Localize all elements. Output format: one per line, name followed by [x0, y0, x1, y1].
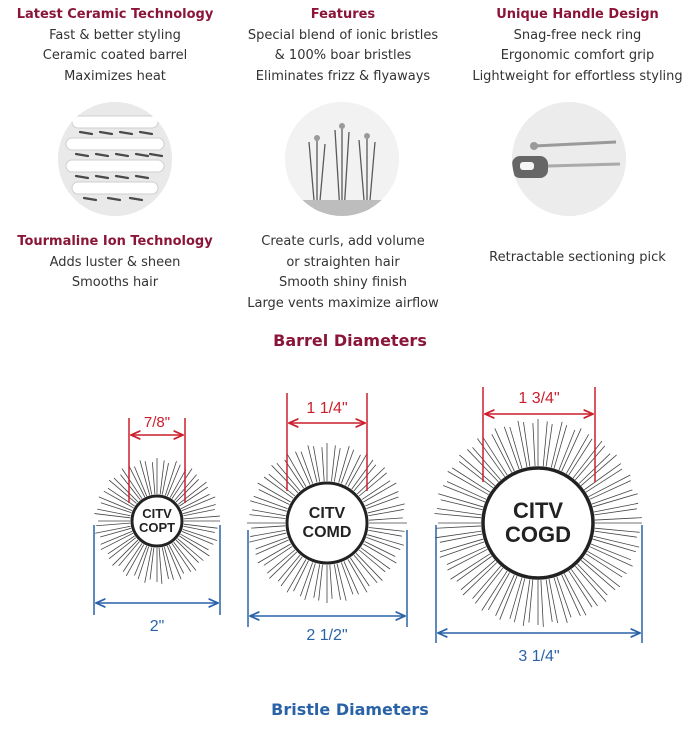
bristle-line: [368, 504, 405, 513]
bristle-line: [101, 531, 132, 544]
bristle-line: [334, 448, 340, 481]
bristle-line: [437, 508, 482, 514]
bristle-line: [249, 533, 286, 542]
bristle-line: [334, 564, 340, 599]
model-label: CITV: [142, 506, 172, 521]
barrel-size-label: 1 3/4": [518, 390, 560, 407]
model-label: CITV: [512, 498, 564, 523]
brush-comd: [247, 393, 407, 644]
brush-cogd: [434, 387, 642, 665]
bristle-line: [546, 579, 552, 622]
bristle-line: [313, 446, 319, 481]
barrel-size-label: 7/8": [143, 414, 171, 431]
bristle-size-label: 2": [149, 618, 165, 635]
bristle-line: [249, 515, 285, 519]
bristle-line: [129, 467, 144, 497]
feature-line: Ergonomic comfort grip: [500, 48, 655, 63]
bristle-line: [167, 546, 181, 579]
bristle-line: [357, 468, 384, 494]
barrel-circle: [287, 483, 367, 563]
feature-bristles: [228, 5, 458, 87]
brush-copt: [94, 414, 220, 635]
feature-line: Adds luster & sheen: [49, 254, 181, 270]
feature-heading: Features: [310, 7, 376, 22]
bristle-diameters-title: Bristle Diameters: [271, 700, 429, 719]
bristle-line: [543, 421, 547, 466]
bristle-line: [457, 556, 492, 581]
bristle-line: [258, 544, 291, 563]
bristle-blend-photo: [285, 102, 399, 216]
feature-heading: Latest Ceramic Technology: [16, 7, 214, 22]
bristle-line: [541, 580, 543, 627]
bristle-line: [559, 430, 575, 470]
bristle-line: [369, 518, 403, 520]
bristle-line: [595, 518, 642, 520]
bristle-line: [564, 574, 586, 616]
diameter-diagram: [0, 365, 700, 695]
bristle-line: [159, 548, 162, 584]
bristle-line: [322, 447, 324, 481]
feature-line: Smooth shiny finish: [278, 275, 408, 290]
feature-ceramic: [0, 5, 230, 87]
model-label: COGD: [505, 522, 571, 547]
bristle-line: [96, 523, 130, 526]
bristle-line: [562, 575, 581, 616]
bristle-line: [500, 576, 517, 620]
feature-heading: Unique Handle Design: [496, 7, 659, 22]
bristle-line: [134, 466, 146, 496]
bristle-line: [319, 565, 323, 601]
bristle-line: [368, 530, 401, 536]
bristle-line: [250, 530, 285, 536]
bristle-line: [533, 423, 535, 466]
bristle-line: [308, 445, 317, 482]
feature-line: Fast & better styling: [49, 27, 181, 43]
ceramic-barrel-photo: [58, 102, 172, 216]
bristle-line: [595, 528, 640, 532]
model-label: COMD: [302, 524, 352, 541]
bristle-line: [435, 531, 482, 538]
bristle-line: [182, 497, 215, 511]
bristle-line: [184, 516, 220, 519]
bristle-line: [269, 552, 296, 578]
bristle-line: [287, 454, 306, 487]
feature-line: Special blend of ionic bristles: [247, 27, 439, 43]
feature-line: Ceramic coated barrel: [42, 48, 188, 63]
bristle-line: [569, 439, 592, 475]
bristle-line: [169, 545, 184, 574]
bristle-line: [590, 481, 631, 500]
feature-line: Create curls, add volume: [261, 234, 425, 249]
bristle-line: [586, 554, 622, 577]
bristle-line: [369, 527, 405, 531]
barrel-size-label: 1 1/4": [306, 400, 348, 417]
bristle-line: [337, 564, 346, 601]
feature-line: Large vents maximize airflow: [247, 295, 439, 311]
bristle-line: [363, 483, 396, 502]
bristle-line: [594, 531, 637, 537]
bristle-line: [331, 445, 335, 481]
bristle-line: [152, 462, 154, 494]
bristle-line: [447, 547, 486, 565]
bristle-size-label: 2 1/2": [306, 627, 348, 644]
feature-line: or straighten hair: [286, 254, 400, 270]
barrel-diameters-title: Barrel Diameters: [273, 331, 427, 350]
bristle-line: [272, 465, 298, 492]
bristle-line: [314, 564, 320, 597]
feature-line: & 100% boar bristles: [274, 48, 412, 63]
model-label: COPT: [138, 520, 176, 535]
bristle-line: [330, 565, 332, 599]
feature-line: Maximizes heat: [64, 68, 166, 84]
bristle-line: [108, 536, 135, 554]
bristle-line: [452, 468, 490, 492]
bristle-line: [591, 544, 631, 560]
feature-line: Retractable sectioning pick: [489, 250, 666, 265]
feature-heading: Tourmaline Ion Technology: [17, 234, 213, 249]
model-label: CITV: [308, 505, 346, 522]
feature-line: Snag-free neck ring: [513, 27, 642, 43]
bristle-line: [443, 485, 485, 502]
feature-styling: [228, 232, 458, 314]
bristle-line: [594, 509, 637, 515]
feature-line: Smooths hair: [71, 275, 159, 290]
feature-tourmaline: [0, 232, 230, 294]
bristle-size-label: 3 1/4": [518, 648, 560, 665]
bristle-line: [436, 526, 481, 528]
bristle-line: [529, 580, 533, 623]
bristle-line: [368, 509, 403, 515]
feature-handle: [455, 5, 700, 87]
feature-pick: [455, 248, 700, 269]
feature-line: Lightweight for effortless styling: [472, 68, 683, 84]
bristle-line: [451, 554, 491, 579]
bristle-line: [546, 424, 552, 467]
bristle-line: [356, 553, 382, 580]
bristle-line: [495, 428, 515, 471]
feature-line: Eliminates frizz & flyaways: [255, 68, 431, 84]
bristle-line: [251, 526, 285, 528]
bristle-line: [252, 510, 285, 516]
bristle-line: [348, 559, 367, 592]
handle-pick-photo: [512, 102, 626, 216]
bristle-line: [523, 422, 529, 467]
